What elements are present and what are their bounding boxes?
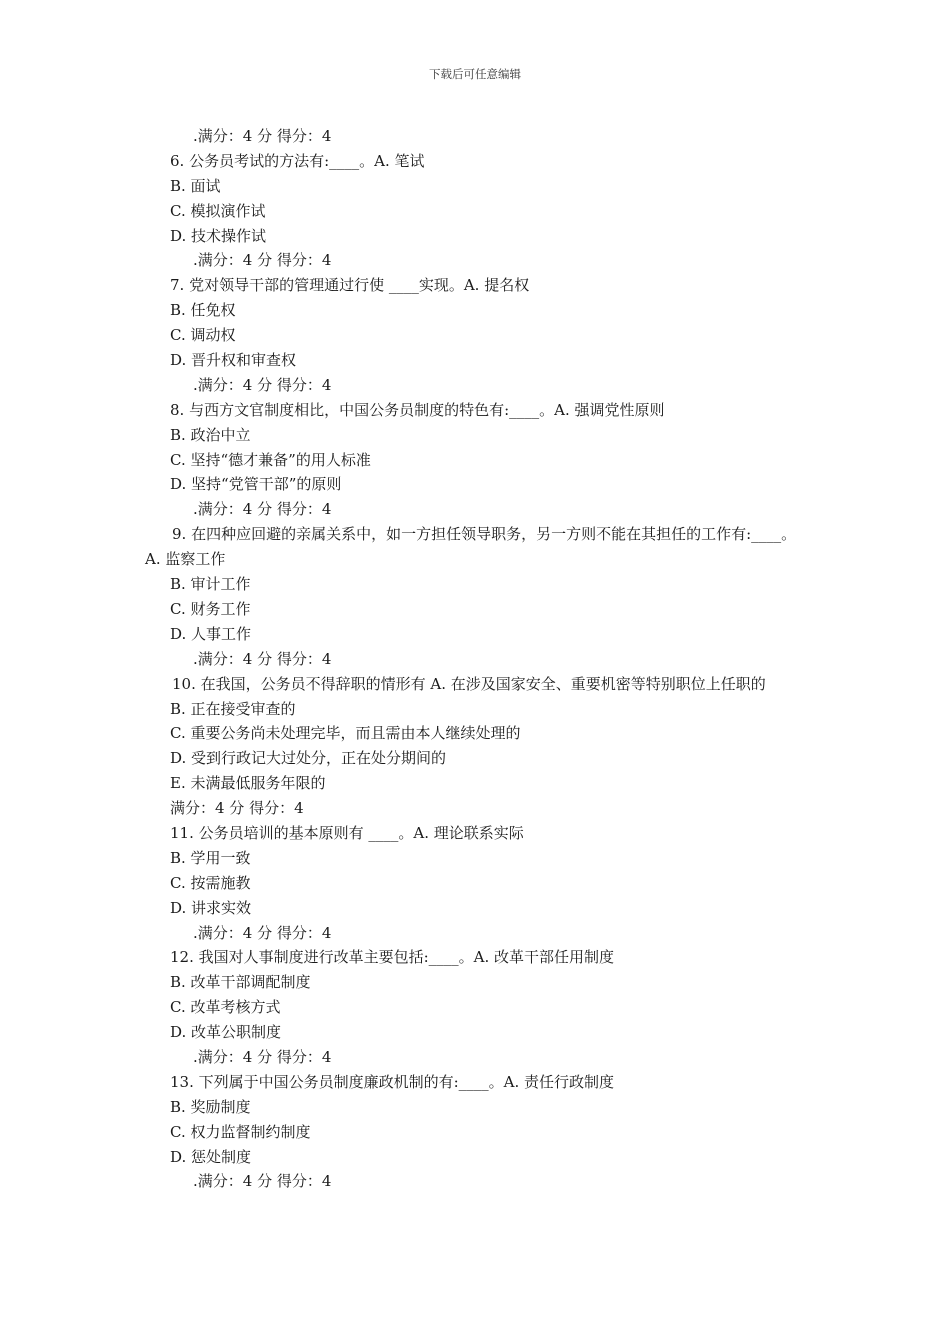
- question-text: 6. 公务员考试的方法有:____。A. 笔试: [170, 151, 425, 170]
- option-text: C. 调动权: [170, 326, 236, 345]
- option-text: D. 讲求实效: [170, 898, 252, 917]
- option-text: B. 改革干部调配制度: [170, 973, 311, 992]
- option-text: B. 奖励制度: [170, 1097, 251, 1116]
- score-line: .满分：4 分 得分：4: [193, 649, 332, 668]
- option-text: B. 政治中立: [170, 425, 251, 444]
- document-body: [145, 124, 810, 1194]
- option-text: C. 坚持“德才兼备”的用人标准: [170, 450, 371, 469]
- page-header: 下载后可任意编辑: [429, 67, 521, 81]
- option-text: B. 面试: [170, 176, 221, 195]
- score-line: .满分：4 分 得分：4: [193, 127, 332, 145]
- question-text: 7. 党对领导干部的管理通过行使 ____实现。A. 提名权: [170, 276, 530, 295]
- option-text: D. 改革公职制度: [170, 1023, 282, 1042]
- question-text: 10. 在我国，公务员不得辞职的情形有 A. 在涉及国家安全、重要机密等特别职位上任职的: [172, 674, 766, 693]
- option-text: D. 受到行政记大过处分，正在处分期间的: [170, 749, 447, 768]
- score-line: .满分：4 分 得分：4: [193, 1048, 332, 1066]
- option-text: C. 权力监督制约制度: [170, 1122, 311, 1141]
- option-text: C. 重要公务尚未处理完毕，而且需由本人继续处理的: [170, 724, 521, 743]
- score-line: .满分：4 分 得分：4: [193, 375, 332, 394]
- question-text: 9. 在四种应回避的亲属关系中，如一方担任领导职务，另一方则不能在其担任的工作有:____。A. 监察工作: [145, 525, 797, 569]
- option-text: B. 正在接受审查的: [170, 699, 296, 718]
- score-line: .满分：4 分 得分：4: [193, 923, 332, 942]
- question-text: 12. 我国对人事制度进行改革主要包括:____。A. 改革干部任用制度: [170, 948, 615, 967]
- score-line: .满分：4 分 得分：4: [193, 1172, 332, 1191]
- score-line: .满分：4 分 得分：4: [193, 500, 332, 519]
- option-text: C. 改革考核方式: [170, 998, 281, 1017]
- option-text: C. 按需施教: [170, 873, 251, 892]
- score-line: 满分：4 分 得分：4: [170, 799, 304, 818]
- option-text: C. 财务工作: [170, 599, 251, 618]
- option-text: D. 技术操作试: [170, 226, 267, 245]
- option-text: D. 人事工作: [170, 624, 252, 643]
- option-text: D. 晋升权和审查权: [170, 351, 297, 370]
- option-text: C. 模拟演作试: [170, 201, 266, 220]
- option-text: D. 坚持“党管干部”的原则: [170, 475, 342, 494]
- option-text: B. 审计工作: [170, 575, 251, 594]
- question-text: 13. 下列属于中国公务员制度廉政机制的有:____。A. 责任行政制度: [170, 1072, 615, 1091]
- option-text: B. 任免权: [170, 301, 236, 320]
- question-text: 8. 与西方文官制度相比，中国公务员制度的特色有:____。A. 强调党性原则: [170, 400, 665, 419]
- option-text: E. 未满最低服务年限的: [170, 774, 326, 793]
- option-text: D. 惩处制度: [170, 1147, 252, 1166]
- question-text: 11. 公务员培训的基本原则有 ____。A. 理论联系实际: [170, 823, 524, 842]
- score-line: .满分：4 分 得分：4: [193, 251, 332, 270]
- option-text: B. 学用一致: [170, 848, 251, 867]
